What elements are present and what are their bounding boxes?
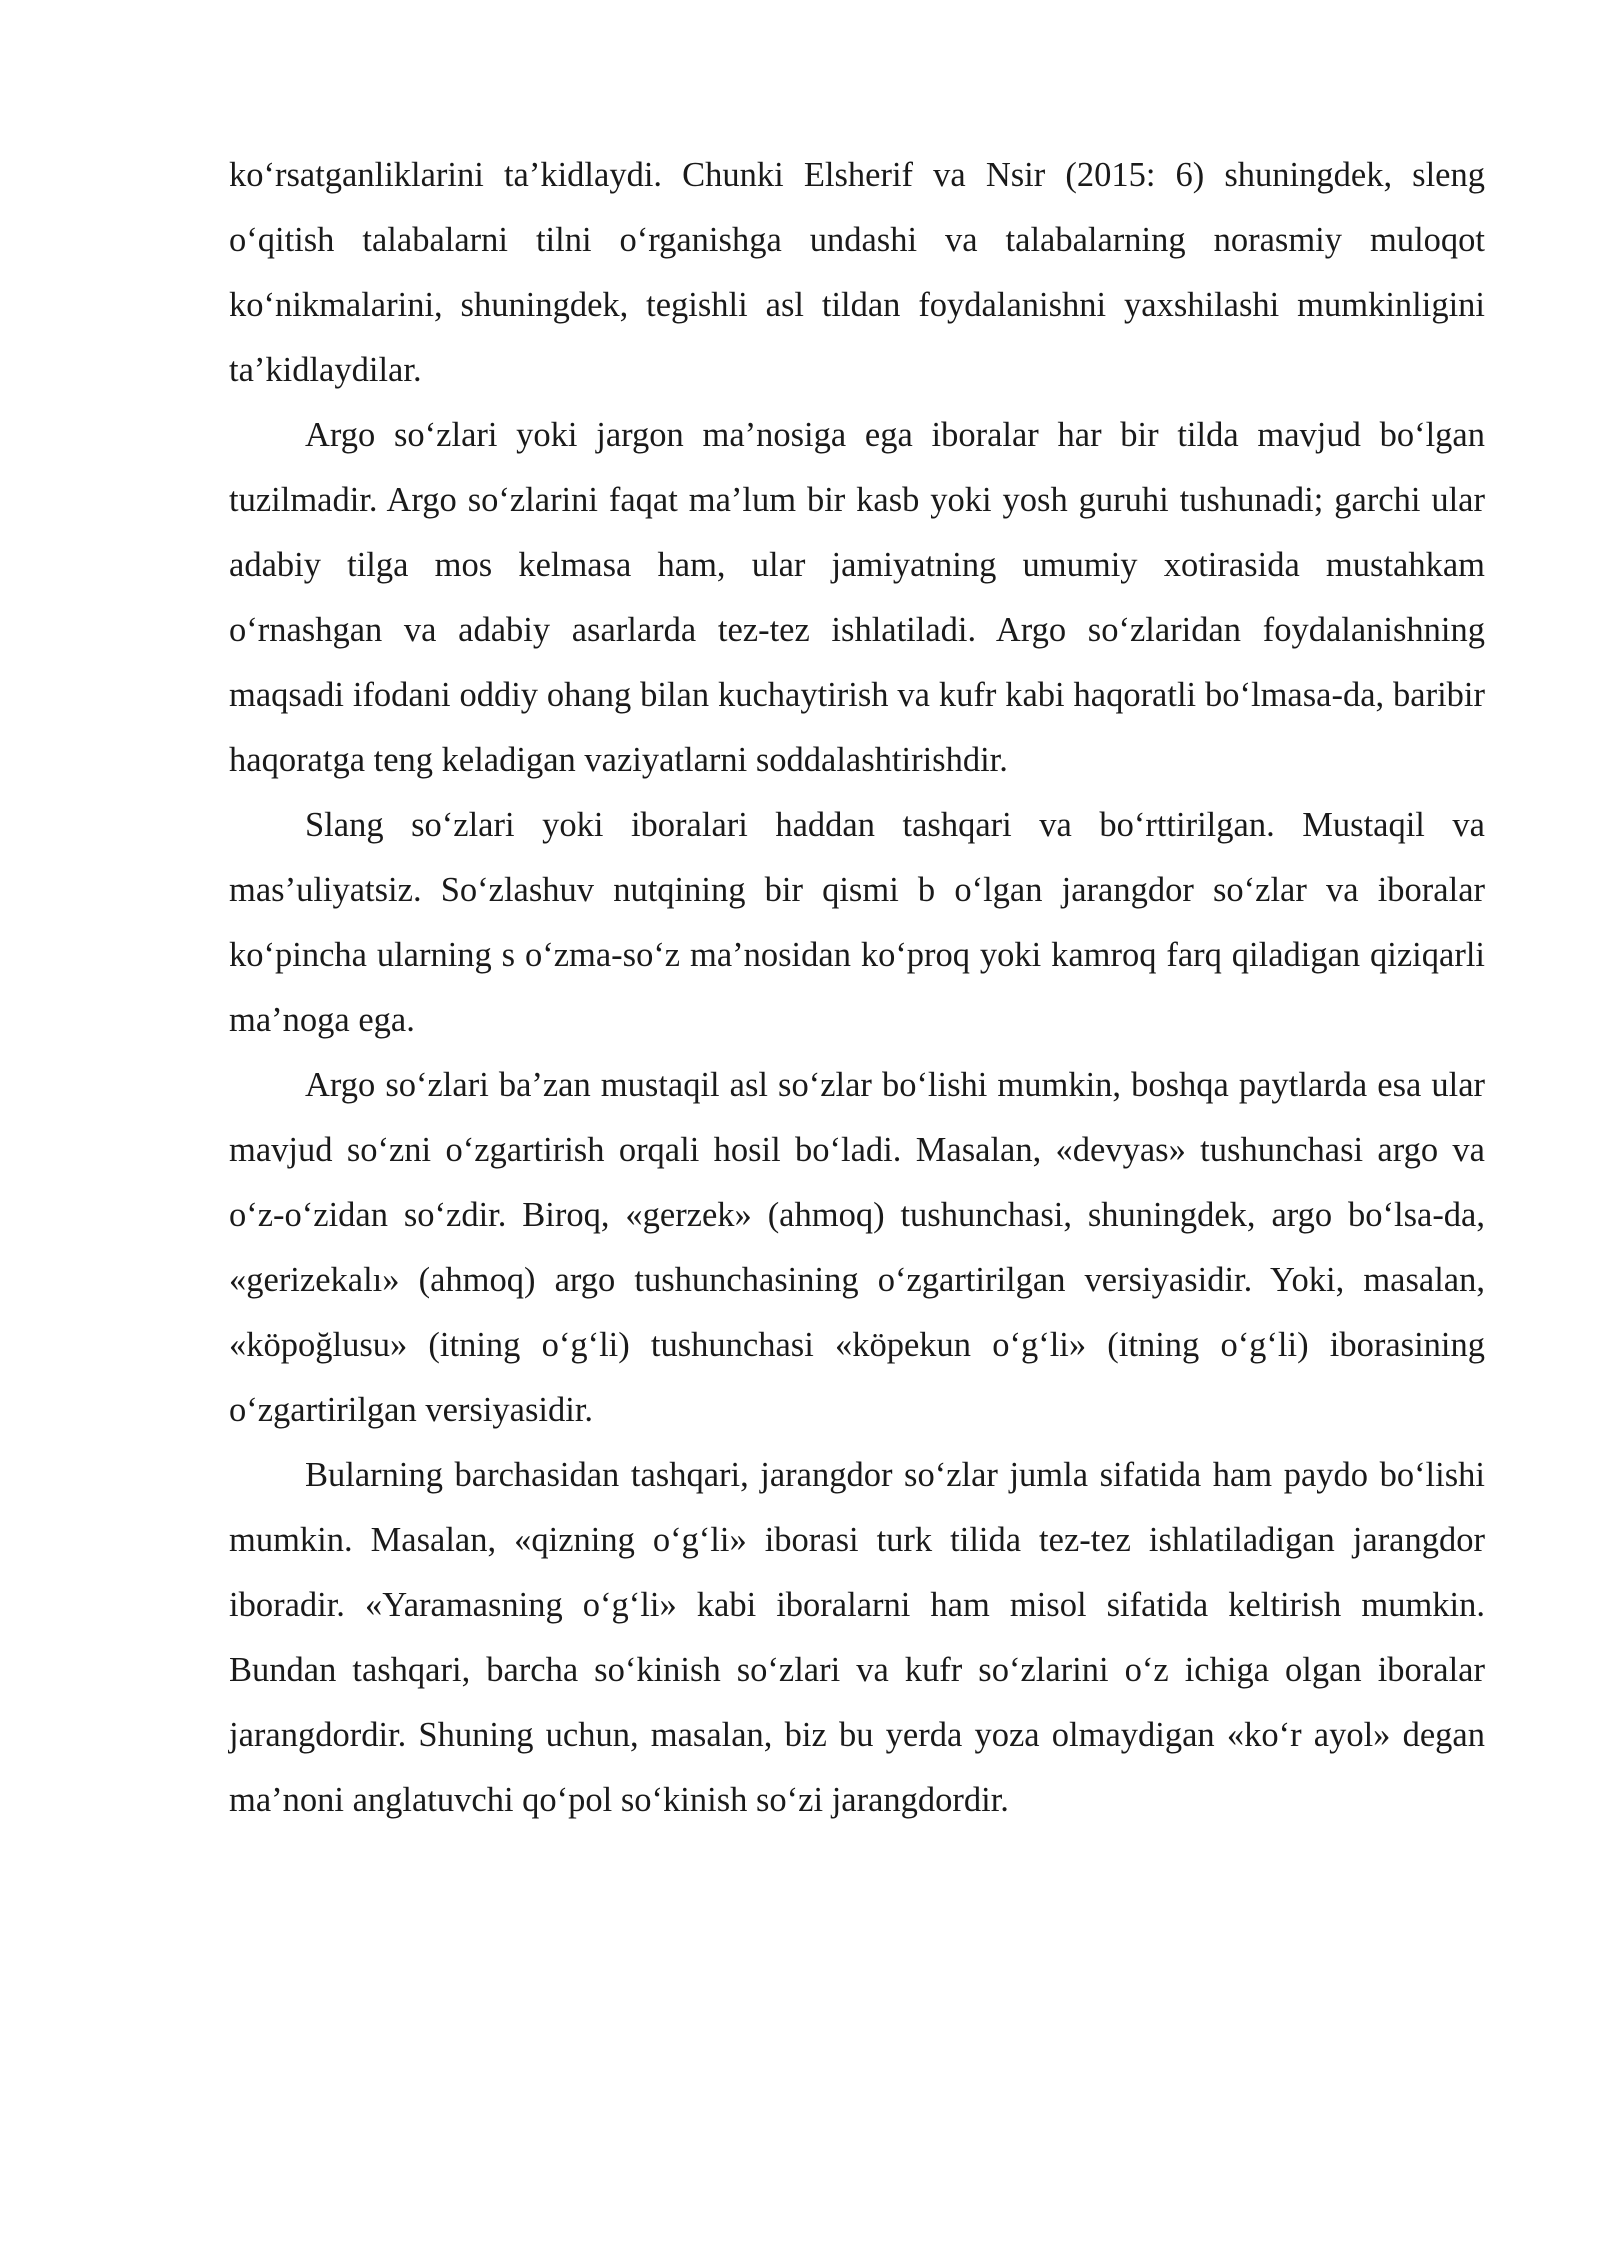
paragraph-2: Argo so‘zlari yoki jargon ma’nosiga ega iboralar har bir tilda mavjud bo‘lgan tuzilmadir. Argo so‘zlarini faqat ma’lum bir kasb yoki yosh guruhi tushunadi; garchi ular adabiy tilga mos kelmasa ham, ular jamiyatning umumiy xotirasida mustahkam o‘rnashgan va adabiy asarlarda tez-tez ishlatiladi. Argo so‘zlaridan foydalanishning maqsadi ifodani oddiy ohang bilan kuchaytirish va kufr kabi haqoratli bo‘lmasa-da, baribir haqoratga teng keladigan vaziyatlarni soddalashtirishdir.: [229, 416, 1485, 779]
body-text: [229, 143, 1485, 1833]
paragraph-1: ko‘rsatganliklarini ta’kidlaydi. Chunki Elsherif va Nsir (2015: 6) shuningdek, sleng o‘qitish talabalarni tilni o‘rganishga undashi va talabalarning norasmiy muloqot ko‘nikmalarini, shuningdek, tegishli asl tildan foydalanishni yaxshilashi mumkinligini ta’kidlaydilar.: [229, 156, 1485, 389]
paragraph-5: Bularning barchasidan tashqari, jarangdor so‘zlar jumla sifatida ham paydo bo‘lishi mumkin. Masalan, «qizning o‘g‘li» iborasi turk tilida tez-tez ishlatiladigan jarangdor iboradir. «Yaramasning o‘g‘li» kabi iboralarni ham misol sifatida keltirish mumkin. Bundan tashqari, barcha so‘kinish so‘zlari va kufr so‘zlarini o‘z ichiga olgan iboralar jarangdordir. Shuning uchun, masalan, biz bu yerda yoza olmaydigan «ko‘r ayol» degan ma’noni anglatuvchi qo‘pol so‘kinish so‘zi jarangdordir.: [229, 1456, 1485, 1819]
paragraph-4: Argo so‘zlari ba’zan mustaqil asl so‘zlar bo‘lishi mumkin, boshqa paytlarda esa ular mavjud so‘zni o‘zgartirish orqali hosil bo‘ladi. Masalan, «devyas» tushunchasi argo va o‘z-o‘zidan so‘zdir. Biroq, «gerzek» (ahmoq) tushunchasi, shuningdek, argo bo‘lsa-da, «gerizekalı» (ahmoq) argo tushunchasining o‘zgartirilgan versiyasidir. Yoki, masalan, «köpoğlusu» (itning o‘g‘li) tushunchasi «köpekun o‘g‘li» (itning o‘g‘li) iborasining o‘zgartirilgan versiyasidir.: [229, 1066, 1485, 1429]
paragraph-3: Slang so‘zlari yoki iboralari haddan tashqari va bo‘rttirilgan. Mustaqil va mas’uliyatsiz. So‘zlashuv nutqining bir qismi b o‘lgan jarangdor so‘zlar va iboralar ko‘pincha ularning s o‘zma-so‘z ma’nosidan ko‘proq yoki kamroq farq qiladigan qiziqarli ma’noga ega.: [229, 806, 1485, 1039]
